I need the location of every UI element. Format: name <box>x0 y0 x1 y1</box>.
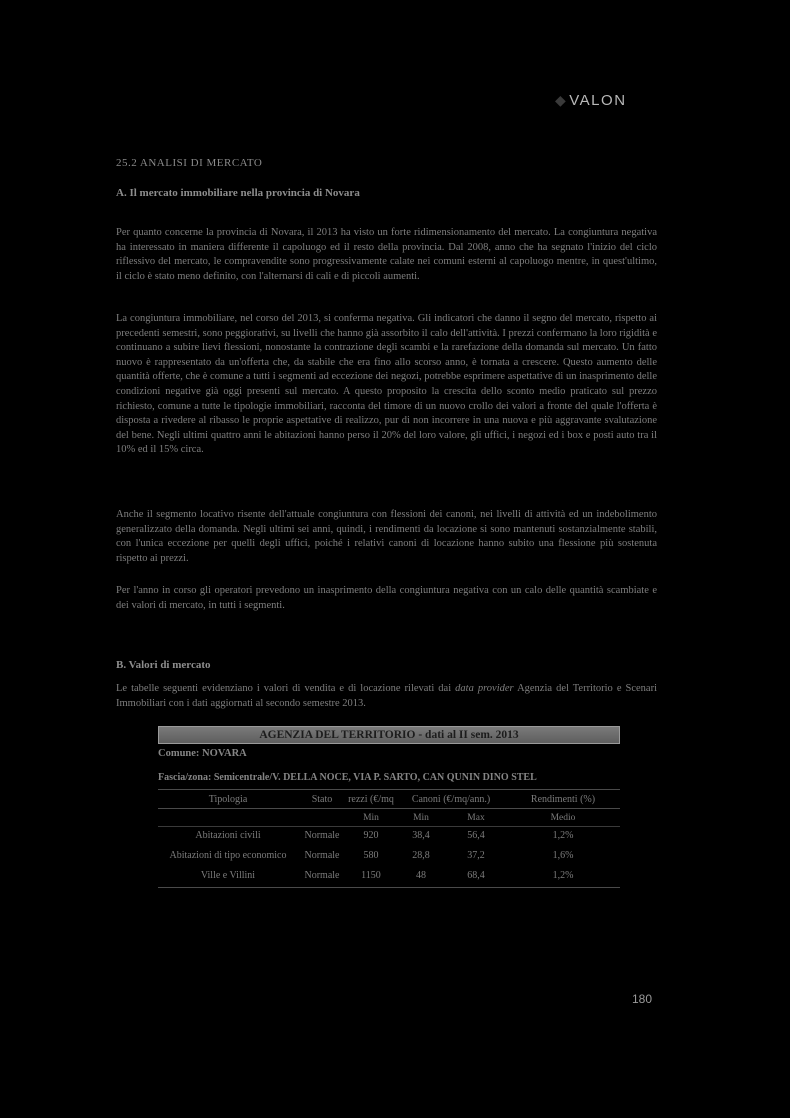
table-row <box>158 827 620 848</box>
col-tipologia: Tipologia <box>158 790 298 809</box>
logo-text: VALON <box>569 92 627 109</box>
subcol-prezzi-min: Min <box>363 813 379 823</box>
cell-stato: Normale <box>298 867 346 888</box>
cell-canone-max: 37,2 <box>467 850 485 861</box>
cell-canone-max: 68,4 <box>446 867 506 888</box>
cell-rendimento: 1,2% <box>506 867 620 888</box>
paragraph-3: Anche il segmento locativo risente dell'attuale congiuntura con flessioni dei canoni, nei livelli di attività ed un indebolimento generalizzato della domanda. Negli ultimi sei anni, quindi, i rendimenti da locazione si sono mantenuti sostanzialmente stabili, con l'unica eccezione per quelli degli uffici, poiché i relativi canoni di locazione hanno subito una flessione più sostenuta rispetto ai prezzi. <box>116 509 657 564</box>
cell-canone-min: 48 <box>396 867 446 888</box>
subsection-a-title: A. Il mercato immobiliare nella provincia di Novara <box>116 187 360 199</box>
table-title: AGENZIA DEL TERRITORIO - dati al II sem. 2013 <box>158 726 620 744</box>
subcol-canoni-min: Min <box>413 813 429 823</box>
cell-prezzo-min: 580 <box>363 850 379 861</box>
market-values-table <box>158 726 620 888</box>
cell-rendimento: 1,6% <box>552 850 574 861</box>
cell-prezzo-min: 920 <box>363 830 379 841</box>
cell-canone-min: 38,4 <box>412 830 430 841</box>
subcol-rendimenti-medio: Medio <box>550 813 576 823</box>
data-provider-term: data provider <box>455 683 514 694</box>
page-number: 180 <box>632 992 653 1006</box>
table-row <box>158 867 620 888</box>
section-title: 25.2 ANALISI DI MERCATO <box>116 157 263 169</box>
logo-mark-icon: ◆ <box>555 92 568 108</box>
cell-tipologia: Abitazioni civili <box>195 830 261 841</box>
col-rendimenti: Rendimenti (%) <box>506 790 620 809</box>
cell-tipologia: Ville e Villini <box>158 867 298 888</box>
paragraph-5-text-a: Le tabelle seguenti evidenziano i valori di vendita e di locazione rilevati dai <box>116 683 456 694</box>
cell-stato: Normale <box>304 830 340 841</box>
table-comune: Comune: NOVARA <box>158 748 247 759</box>
cell-canone-max: 56,4 <box>467 830 485 841</box>
values-table <box>158 790 620 888</box>
company-logo <box>555 92 627 109</box>
subsection-b-title: B. Valori di mercato <box>116 659 211 671</box>
table-row <box>158 847 620 867</box>
table-fascia: Fascia/zona: Semicentrale/V. DELLA NOCE, VIA P. SARTO, CAN QUNIN DINO STEL <box>158 772 620 790</box>
cell-rendimento: 1,2% <box>552 830 574 841</box>
table-subheader-row <box>158 809 620 827</box>
col-prezzi: rezzi (€/mq <box>346 790 396 809</box>
col-stato: Stato <box>298 790 346 809</box>
cell-stato: Normale <box>304 850 340 861</box>
col-canoni: Canoni (€/mq/ann.) <box>396 790 506 809</box>
table-header-row <box>158 790 620 809</box>
paragraph-2: La congiuntura immobiliare, nel corso del 2013, si conferma negativa. Gli indicatori che danno il segno del mercato, rispetto ai precedenti semestri, sono peggiorativi, su livelli che hanno già assorbito il calo dell'attività. I prezzi confermano la loro rigidità e continuano a subire lievi flessioni, nonostante la contrazione degli scambi e la rarefazione della domanda sul mercato. Un fatto nuovo è rappresentato da un'offerta che, da stabile che era fino allo scorso anno, è tornata a crescere. Questo aumento delle quantità offerte, che è comune a tutti i segmenti ad eccezione dei negozi, potrebbe esprimere aspettative di un inasprimento delle condizioni negative già oggi presenti sul mercato. A questo proposito la crescita dello sconto medio praticato sul prezzo richiesto, comune a tutte le tipologie immobiliari, racconta del timore di un nuovo crollo dei valori a fronte del quale l'offerta è disposta a rivedere al ribasso le proprie aspettative di realizzo, pur di non incorrere in una nuova e più aggravante svalutazione del bene. Negli ultimi quattro anni le abitazioni hanno perso il 20% del loro valore, gli uffici, i negozi ed i box e posti auto tra il 10% ed il 15% circa. <box>116 313 657 456</box>
paragraph-5-text-b: Agenzia del Territorio e Scenari Immobiliari con i dati aggiornati al secondo semestre 2013. <box>116 683 657 709</box>
paragraph-5 <box>116 682 657 711</box>
paragraph-1: Per quanto concerne la provincia di Novara, il 2013 ha visto un forte ridimensionamento del mercato. La congiuntura negativa ha interessato in maniera differente il capoluogo ed il resto della provincia. Dal 2008, anno che ha segnato l'inizio del ciclo riflessivo del mercato, le compravendite sono progressivamente calate nei comuni esterni al capoluogo mentre, in quest'ultimo, il ciclo è stato meno definito, con l'alternarsi di cali e di piccoli aumenti. <box>116 227 657 282</box>
cell-canone-min: 28,8 <box>412 850 430 861</box>
subcol-canoni-max: Max <box>467 813 485 823</box>
paragraph-4: Per l'anno in corso gli operatori prevedono un inasprimento della congiuntura negativa con un calo delle quantità scambiate e dei valori di mercato, in tutti i segmenti. <box>116 585 657 611</box>
cell-prezzo-min: 1150 <box>346 867 396 888</box>
cell-tipologia: Abitazioni di tipo economico <box>169 850 287 861</box>
